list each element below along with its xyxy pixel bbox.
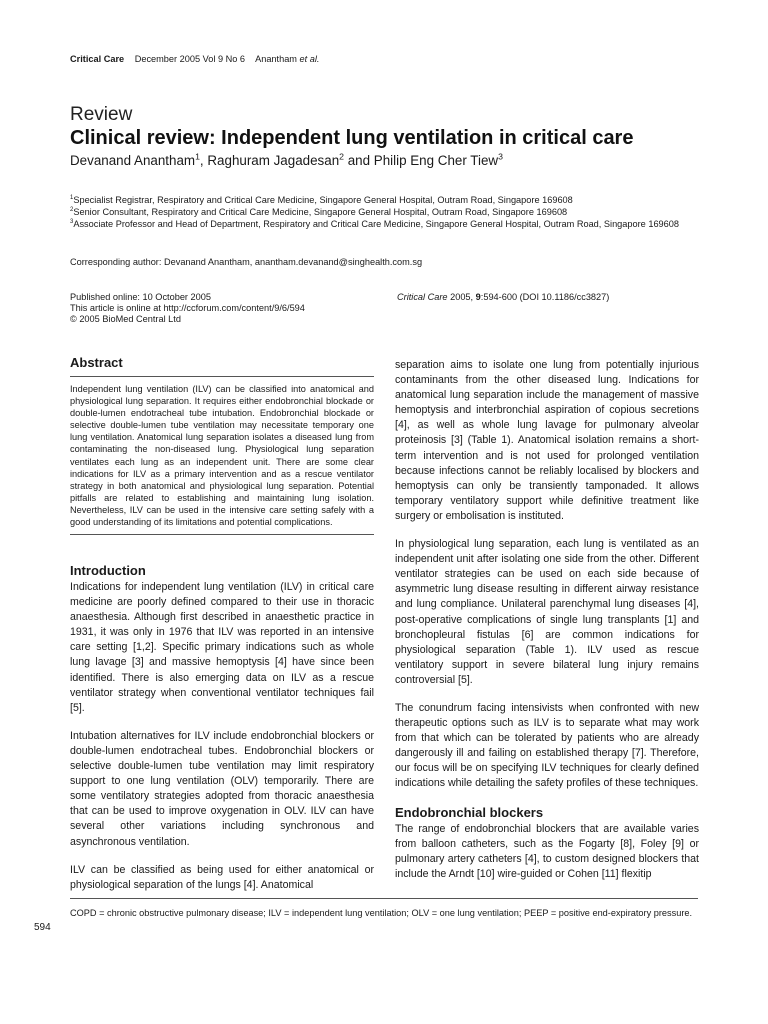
body-paragraph: The conundrum facing intensivists when confronted with new therapeutic options such as ILV is to separate what may work from that which can be tolerated by patients who are already dangerously ill and failing on established therapy [7]. Therefore, our focus will be on specifying ILV techniques for clearly defined indications while detailing the safety profiles of these techniques. xyxy=(395,701,699,790)
author-affiliation-marker: 3 xyxy=(498,151,503,162)
author-affiliation-marker: 2 xyxy=(339,151,344,162)
body-paragraph: In physiological lung separation, each lung is ventilated as an independent unit after isolating one side from the other. Different ventilator strategies can be used on each side because of asymmetric lung disease resulting in different airway resistance and lung compliance. Unilateral parenchymal lung diseases [4], post-operative complications of single lung transplants [1] and bronchopleural fistulas [6] are common indications for physiological separation (Table 1). ILV used as rescue ventilatory support in severe bilateral lung injury remains controversial [5]. xyxy=(395,538,699,686)
running-header xyxy=(70,54,319,64)
online-url: This article is online at http://ccforum.com/content/9/6/594 xyxy=(70,303,305,313)
abstract-body: Independent lung ventilation (ILV) can be classified into anatomical and physiological lung separation. It requires either endobronchial blockade or double-lumen endotracheal tube intubation. Endobronchial blockade or selective double-lumen tube ventilation may necessitate temporary one lung ventilation. Anatomical lung separation isolates a diseased lung from contaminating the non-diseased lung. Physiological lung separation ventilates each lung as an independent unit. There are some clear indications for ILV as a primary intervention and as a rescue ventilator strategy in both anatomical and physiological lung separation. Potential pitfalls are related to establishing and maintaining lung isolation. Nevertheless, ILV can be used in the intensive care setting safely with a good understanding of its limitations and potential complications. xyxy=(70,383,374,535)
affiliation-number: 3 xyxy=(70,218,74,225)
affiliation xyxy=(70,194,679,206)
affiliation xyxy=(70,206,679,218)
author-name: Philip Eng Cher Tiew xyxy=(373,153,499,168)
published-date: Published online: 10 October 2005 xyxy=(70,292,211,302)
citation-year: 2005, xyxy=(447,292,476,302)
body-paragraph: separation aims to isolate one lung from potentially injurious contaminants from the other diseased lung. Indications for anatomical lung separation include the management of massive hemoptysis and interbronchial aspiration of copious secretions [4], as well as whole lung lavage for pulmonary alveolar proteinosis [3] (Table 1). Anatomical isolation remains a short-term intervention and is not used for prolonged ventilation because infections cannot be reliably localised by blockers and hemoptysis can only be transiently tamponaded. It allows temporary ventilatory support while definitive treatment like surgery or embolisation is instituted. xyxy=(395,359,699,522)
affiliations xyxy=(70,194,679,230)
journal-name: Critical Care xyxy=(70,54,125,64)
author-name: Devanand Anantham xyxy=(70,153,196,168)
corresponding-author: Corresponding author: Devanand Anantham, anantham.devanand@singhealth.com.sg xyxy=(70,257,423,267)
article-title: Clinical review: Independent lung ventilation in critical care xyxy=(70,127,634,149)
citation-journal: Critical Care xyxy=(397,292,448,302)
affiliation xyxy=(70,218,679,230)
affiliation-number: 2 xyxy=(70,206,74,213)
affiliation-text: Specialist Registrar, Respiratory and Critical Care Medicine, Singapore General Hospital, Outram Road, Singapore 169608 xyxy=(73,195,573,205)
header-author: Anantham xyxy=(255,54,300,64)
abstract-box xyxy=(70,355,374,535)
body-paragraph: ILV can be classified as being used for either anatomical or physiological separation of the lungs [4]. Anatomical xyxy=(70,863,374,891)
citation-volume: 9 xyxy=(475,292,481,302)
author-separator: , xyxy=(199,153,208,168)
affiliation-number: 1 xyxy=(70,194,74,201)
right-column xyxy=(395,358,699,895)
footnote-divider xyxy=(70,898,698,899)
affiliation-text: Associate Professor and Head of Department, Respiratory and Critical Care Medicine, Singapore General Hospital, Outram Road, Singapore 169608 xyxy=(73,219,679,229)
body-paragraph: Indications for independent lung ventilation (ILV) in critical care medicine are poorly defined compared to their use in thoracic anaesthesia. Although first described in anaesthetic practice in 1931, it was only in 1976 that ILV was reported in an intensive care setting [1,2]. Specific primary indications such as whole lung lavage [3] and massive hemoptysis [4] have since been identified. There is also emerging data on ILV as a rescue ventilator strategy when conventional ventilator techniques fail [5]. xyxy=(70,581,374,714)
citation xyxy=(397,292,609,302)
section-heading-endobronchial-blockers: Endobronchial blockers xyxy=(395,804,544,820)
affiliation-text: Senior Consultant, Respiratory and Critical Care Medicine, Singapore General Hospital, Outram Road, Singapore 169608 xyxy=(73,207,568,217)
author-list xyxy=(70,153,503,168)
author-separator: and xyxy=(343,153,374,168)
issue-info: December 2005 Vol 9 No 6 xyxy=(134,54,246,64)
article-type: Review xyxy=(70,104,133,125)
footnote: COPD = chronic obstructive pulmonary disease; ILV = independent lung ventilation; OLV = one lung ventilation; PEEP = positive end-expiratory pressure. xyxy=(70,908,693,918)
body-paragraph: Intubation alternatives for ILV include endobronchial blockers or double-lumen endotracheal tubes. Endobronchial blockers or selective double-lumen tube ventilation may limit respiratory support to one lung ventilation (OLV) temporarily. There are some ventilatory strategies adopted from thoracic anaesthesia that can be used to improve oxygenation in OLV. ILV can have several other variations including synchronous and asynchronous ventilation. xyxy=(70,729,374,848)
abstract-heading: Abstract xyxy=(70,355,374,377)
author-name: Raghuram Jagadesan xyxy=(207,153,340,168)
citation-pages-doi: :594-600 (DOI 10.1186/cc3827) xyxy=(480,292,610,302)
header-et-al: et al. xyxy=(299,54,320,64)
copyright: © 2005 BioMed Central Ltd xyxy=(70,314,181,324)
publication-info xyxy=(70,292,305,325)
body-paragraph: The range of endobronchial blockers that are available varies from balloon catheters, such as the Fogarty [8], Foley [9] or pulmonary artery catheters [4], to custom designed blockers that include the Arndt [10] wire-guided or Cohen [11] flexitip xyxy=(395,822,699,880)
page-number: 594 xyxy=(34,922,51,933)
section-heading-introduction: Introduction xyxy=(70,563,146,578)
author-affiliation-marker: 1 xyxy=(195,151,200,162)
left-column xyxy=(70,563,374,906)
